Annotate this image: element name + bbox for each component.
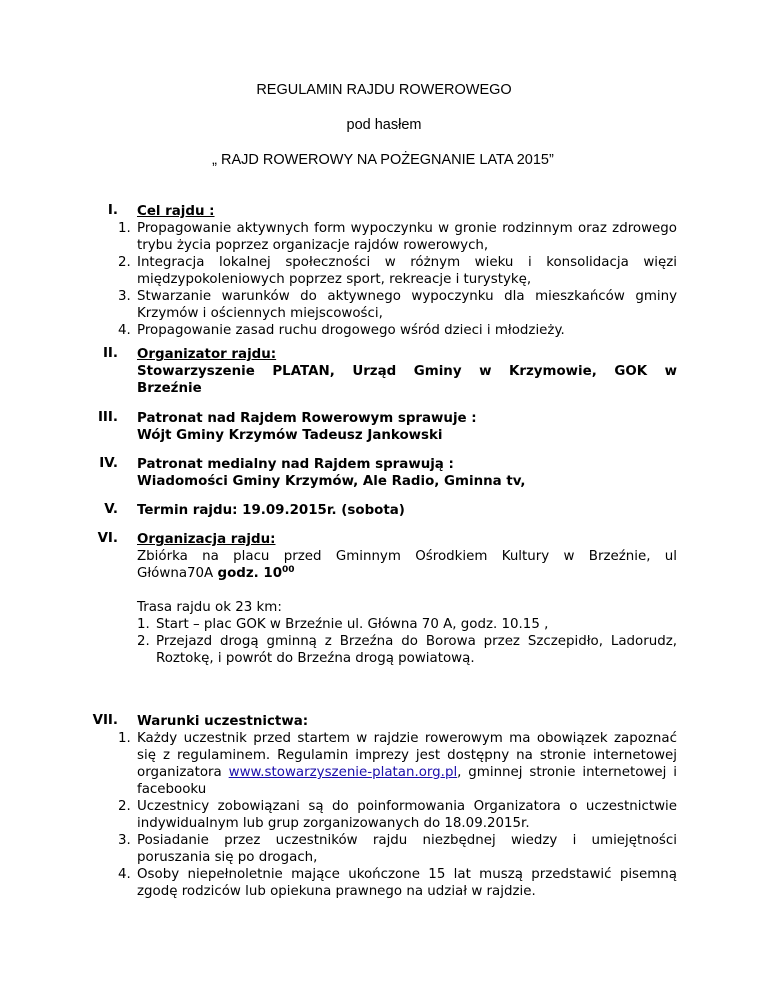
meeting-place: Zbiórka na placu przed Gminnym Ośrodkiem Kultury w Brzeźnie, ul: [137, 549, 677, 564]
section-number: V.: [104, 502, 118, 517]
rally-date: Termin rajdu: 19.09.2015r. (sobota): [137, 503, 405, 518]
document-subtitle: pod hasłem: [346, 117, 422, 133]
media-patrons: Wiadomości Gminy Krzymów, Ale Radio, Gminna tv,: [137, 474, 526, 489]
section-number: VII.: [92, 713, 118, 728]
conditions-list: [118, 730, 677, 900]
list-item: 1. Każdy uczestnik przed startem w rajdzie rowerowym ma obowiązek zapoznać się z regulaminem. Regulamin imprezy jest dostępny na stronie internetowej organizatora www.stowarzyszenie-platan.org.pl, gminnej stronie internetowej i facebooku: [118, 731, 677, 797]
list-item: 1. Propagowanie aktywnych form wypoczynku w gronie rodzinnym oraz zdrowego trybu życia poprzez organizacje rajdów rowerowych,: [118, 221, 677, 253]
list-item: 2. Integracja lokalnej społeczności w różnym wieku i konsolidacja więzi międzypokoleniowych poprzez sport, rekreacje i turystykę,: [118, 255, 677, 287]
document-title: REGULAMIN RAJDU ROWEROWEGO: [256, 82, 512, 98]
section-number: II.: [102, 346, 118, 361]
media-patronage-heading: Patronat medialny nad Rajdem sprawują :: [137, 457, 454, 472]
organizer-text: Stowarzyszenie PLATAN, Urząd Gminy w Krzymowie, GOK w: [137, 364, 677, 379]
section-number: IV.: [99, 456, 118, 471]
list-item: 3. Posiadanie przez uczestników rajdu niezbędnej wiedzy i umiejętności poruszania się po drogach,: [118, 833, 677, 865]
section-number: I.: [107, 203, 118, 218]
organizer-website-link[interactable]: www.stowarzyszenie-platan.org.pl: [228, 765, 458, 780]
list-item: 2. Uczestnicy zobowiązani są do poinformowania Organizatora o uczestnictwie indywidualnym lub grup zorganizowanych do 18.09.2015r.: [118, 799, 677, 831]
section-heading: Organizacja rajdu:: [137, 532, 276, 547]
list-item: 4. Osoby niepełnoletnie mające ukończone 15 lat muszą przedstawić pisemną zgodę rodziców lub opiekuna prawnego na udział w rajdzie.: [118, 867, 677, 899]
list-item: 1. Start – plac GOK w Brzeźnie ul. Główna 70 A, godz. 10.15 ,: [137, 617, 549, 632]
meeting-time: Główna70A godz. $10^{00}$: [137, 565, 295, 581]
section-heading: Organizator rajdu:: [137, 347, 277, 362]
section-heading: Cel rajdu :: [137, 204, 215, 219]
list-item: 4. Propagowanie zasad ruchu drogowego wśród dzieci i młodzieży.: [118, 323, 565, 338]
section-heading: Warunki uczestnictwa:: [137, 714, 309, 729]
section-number: III.: [97, 410, 118, 425]
list-item: 3. Stwarzanie warunków do aktywnego wypoczynku dla mieszkańców gminy Krzymów i ościennych miejscowości,: [118, 289, 677, 321]
route-list: [137, 616, 677, 667]
route-label: Trasa rajdu ok 23 km:: [137, 600, 282, 615]
goals-list: [118, 220, 677, 339]
patronage-person: Wójt Gminy Krzymów Tadeusz Jankowski: [137, 428, 443, 443]
patronage-heading: Patronat nad Rajdem Rowerowym sprawuje :: [137, 411, 477, 426]
section-number: VI.: [97, 531, 118, 546]
rally-name: „ RAJD ROWEROWY NA POŻEGNANIE LATA 2015”: [212, 152, 554, 168]
list-item: 2. Przejazd drogą gminną z Brzeźna do Borowa przez Szczepidło, Ladorudz, Roztokę, i powrót do Brzeźna drogą powiatową.: [137, 634, 677, 666]
organizer-text-cont: Brzeźnie: [137, 381, 202, 396]
